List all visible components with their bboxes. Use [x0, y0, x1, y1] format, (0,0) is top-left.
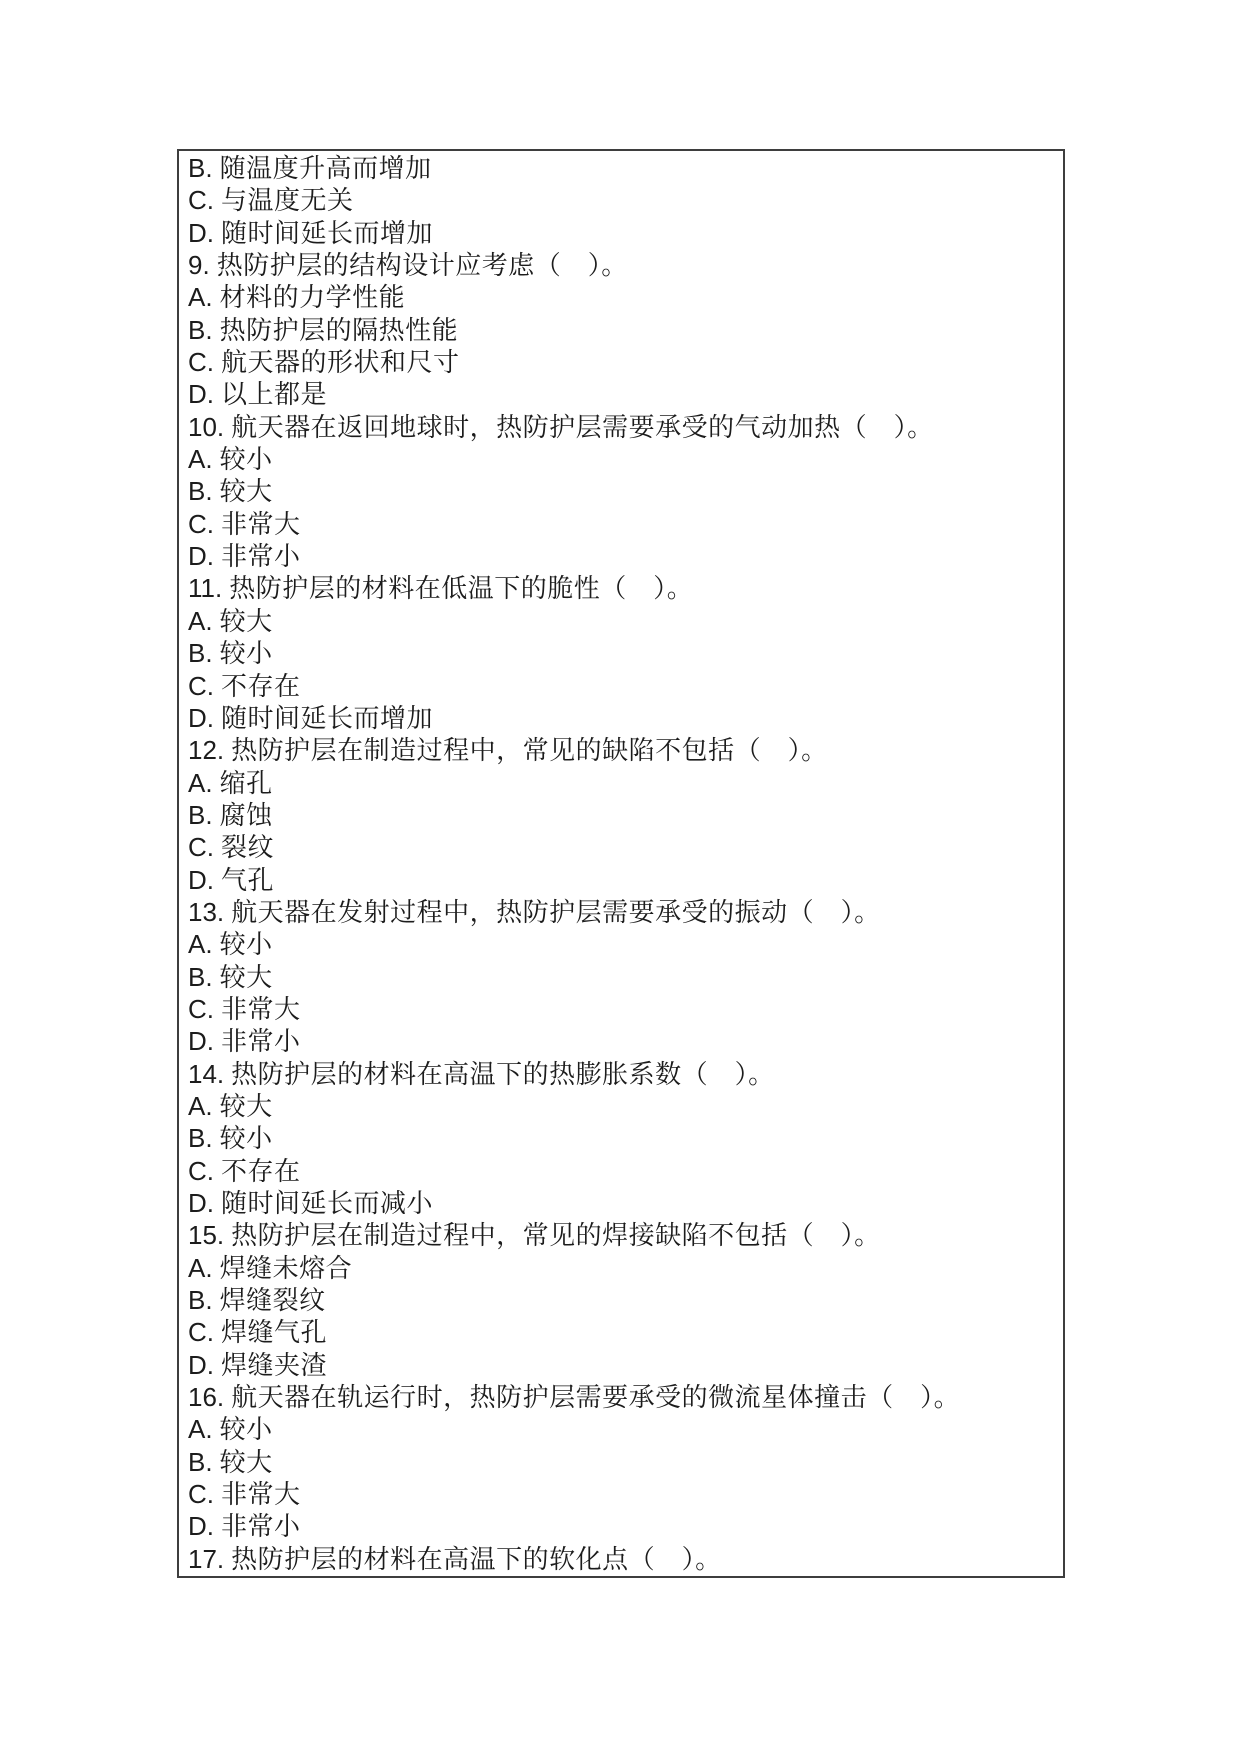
option-line [188, 1252, 1057, 1284]
line-text: 焊缝未熔合 [219, 1252, 353, 1283]
line-label: 10. [188, 411, 225, 442]
line-label: 14. [188, 1058, 225, 1089]
line-label: D. [188, 864, 214, 895]
line-text: 不存在 [221, 670, 301, 701]
line-text: 较大 [219, 961, 273, 992]
line-text: 焊缝夹渣 [221, 1349, 328, 1380]
line-text: 热防护层的材料在高温下的软化点（ ）。 [231, 1543, 722, 1574]
line-label: C. [188, 1155, 214, 1186]
line-label: B. [188, 1123, 213, 1154]
option-line [188, 670, 1057, 702]
option-line [188, 1090, 1057, 1122]
line-label: D. [188, 217, 214, 248]
option-line [188, 508, 1057, 540]
question-line [188, 249, 1057, 281]
line-text: 非常大 [221, 993, 301, 1024]
option-line [188, 993, 1057, 1025]
line-text: 热防护层在制造过程中，常见的焊接缺陷不包括（ ）。 [231, 1220, 881, 1251]
line-text: 热防护层的材料在高温下的热膨胀系数（ ）。 [231, 1058, 775, 1089]
option-line [188, 767, 1057, 799]
line-text: 焊缝裂纹 [219, 1285, 326, 1316]
line-text: 较大 [219, 1446, 273, 1477]
option-line [188, 1413, 1057, 1445]
option-line [188, 1122, 1057, 1154]
option-line [188, 152, 1057, 184]
line-label: 9. [188, 250, 210, 281]
question-line [188, 411, 1057, 443]
line-text: 腐蚀 [219, 799, 273, 830]
line-label: B. [188, 476, 213, 507]
option-line [188, 1510, 1057, 1542]
option-line [188, 961, 1057, 993]
line-text: 较大 [219, 476, 273, 507]
option-line [188, 217, 1057, 249]
line-text: 非常小 [221, 541, 301, 572]
line-text: 航天器在轨运行时，热防护层需要承受的微流星体撞击（ ）。 [231, 1382, 961, 1413]
line-label: C. [188, 347, 214, 378]
line-label: 13. [188, 896, 225, 927]
line-label: A. [188, 444, 213, 475]
line-text: 较小 [219, 638, 273, 669]
line-text: 随时间延长而增加 [221, 217, 434, 248]
option-line [188, 378, 1057, 410]
line-label: C. [188, 832, 214, 863]
question-line [188, 896, 1057, 928]
line-label: 12. [188, 735, 225, 766]
line-label: A. [188, 1414, 213, 1445]
line-text: 随温度升高而增加 [219, 153, 432, 183]
option-line [188, 475, 1057, 507]
line-label: C. [188, 185, 214, 216]
question-box [177, 149, 1065, 1578]
line-text: 裂纹 [221, 832, 275, 863]
line-label: A. [188, 767, 213, 798]
option-line [188, 281, 1057, 313]
line-label: B. [188, 1446, 213, 1477]
option-line [188, 1349, 1057, 1381]
line-text: 非常大 [221, 508, 301, 539]
line-text: 热防护层的材料在低温下的脆性（ ）。 [229, 573, 694, 604]
option-line [188, 702, 1057, 734]
line-text: 气孔 [221, 864, 275, 895]
line-label: D. [188, 1349, 214, 1380]
line-label: 17. [188, 1543, 225, 1574]
line-text: 热防护层在制造过程中，常见的缺陷不包括（ ）。 [231, 735, 828, 766]
option-line [188, 443, 1057, 475]
option-line [188, 799, 1057, 831]
option-line [188, 605, 1057, 637]
line-label: B. [188, 638, 213, 669]
line-label: A. [188, 1090, 213, 1121]
line-label: C. [188, 1479, 214, 1510]
option-line [188, 864, 1057, 896]
line-text: 材料的力学性能 [219, 282, 406, 313]
line-text: 热防护层的结构设计应考虑（ ）。 [216, 250, 628, 281]
option-line [188, 540, 1057, 572]
line-text: 不存在 [221, 1155, 301, 1186]
line-label: A. [188, 282, 213, 313]
option-line [188, 831, 1057, 863]
line-label: C. [188, 993, 214, 1024]
line-text: 热防护层的隔热性能 [219, 314, 459, 345]
line-text: 航天器在返回地球时，热防护层需要承受的气动加热（ ）。 [231, 411, 934, 442]
line-label: D. [188, 1188, 214, 1218]
line-text: 航天器在发射过程中，热防护层需要承受的振动（ ）。 [231, 896, 881, 927]
line-label: D. [188, 702, 214, 733]
line-text: 较小 [219, 1123, 273, 1154]
line-text: 随时间延长而减小 [221, 1188, 434, 1218]
question-line [188, 1381, 1057, 1413]
line-label: A. [188, 605, 213, 636]
line-label: A. [188, 929, 213, 960]
line-label: B. [188, 799, 213, 830]
option-line [188, 184, 1057, 216]
line-label: 11. [188, 573, 223, 604]
option-line [188, 1284, 1057, 1316]
line-text: 较大 [219, 1090, 273, 1121]
line-label: C. [188, 1317, 214, 1348]
line-text: 缩孔 [219, 767, 273, 798]
option-line [188, 314, 1057, 346]
line-label: C. [188, 670, 214, 701]
option-line [188, 1478, 1057, 1510]
line-text: 与温度无关 [221, 185, 354, 216]
line-text: 随时间延长而增加 [221, 702, 434, 733]
line-text: 焊缝气孔 [221, 1317, 328, 1348]
option-line [188, 1187, 1057, 1219]
line-text: 非常小 [221, 1511, 301, 1542]
option-line [188, 637, 1057, 669]
question-line [188, 572, 1057, 604]
line-label: B. [188, 1285, 213, 1316]
question-line [188, 734, 1057, 766]
question-line [188, 1543, 1057, 1575]
line-label: B. [188, 153, 213, 183]
option-line [188, 1025, 1057, 1057]
line-label: D. [188, 379, 214, 410]
line-text: 以上都是 [221, 379, 328, 410]
line-text: 非常大 [221, 1479, 301, 1510]
line-label: A. [188, 1252, 213, 1283]
line-label: 15. [188, 1220, 225, 1251]
line-text: 非常小 [221, 1026, 301, 1057]
line-label: C. [188, 508, 214, 539]
line-label: B. [188, 961, 213, 992]
line-label: D. [188, 1511, 214, 1542]
option-line [188, 1446, 1057, 1478]
question-line [188, 1219, 1057, 1251]
line-label: 16. [188, 1382, 225, 1413]
line-label: D. [188, 1026, 214, 1057]
line-label: D. [188, 541, 214, 572]
line-text: 较小 [219, 929, 273, 960]
option-line [188, 346, 1057, 378]
option-line [188, 928, 1057, 960]
line-label: B. [188, 314, 213, 345]
option-line [188, 1155, 1057, 1187]
option-line [188, 1316, 1057, 1348]
line-text: 较大 [219, 605, 273, 636]
question-line [188, 1058, 1057, 1090]
line-text: 航天器的形状和尺寸 [221, 347, 460, 378]
line-text: 较小 [219, 1414, 273, 1445]
line-text: 较小 [219, 444, 273, 475]
